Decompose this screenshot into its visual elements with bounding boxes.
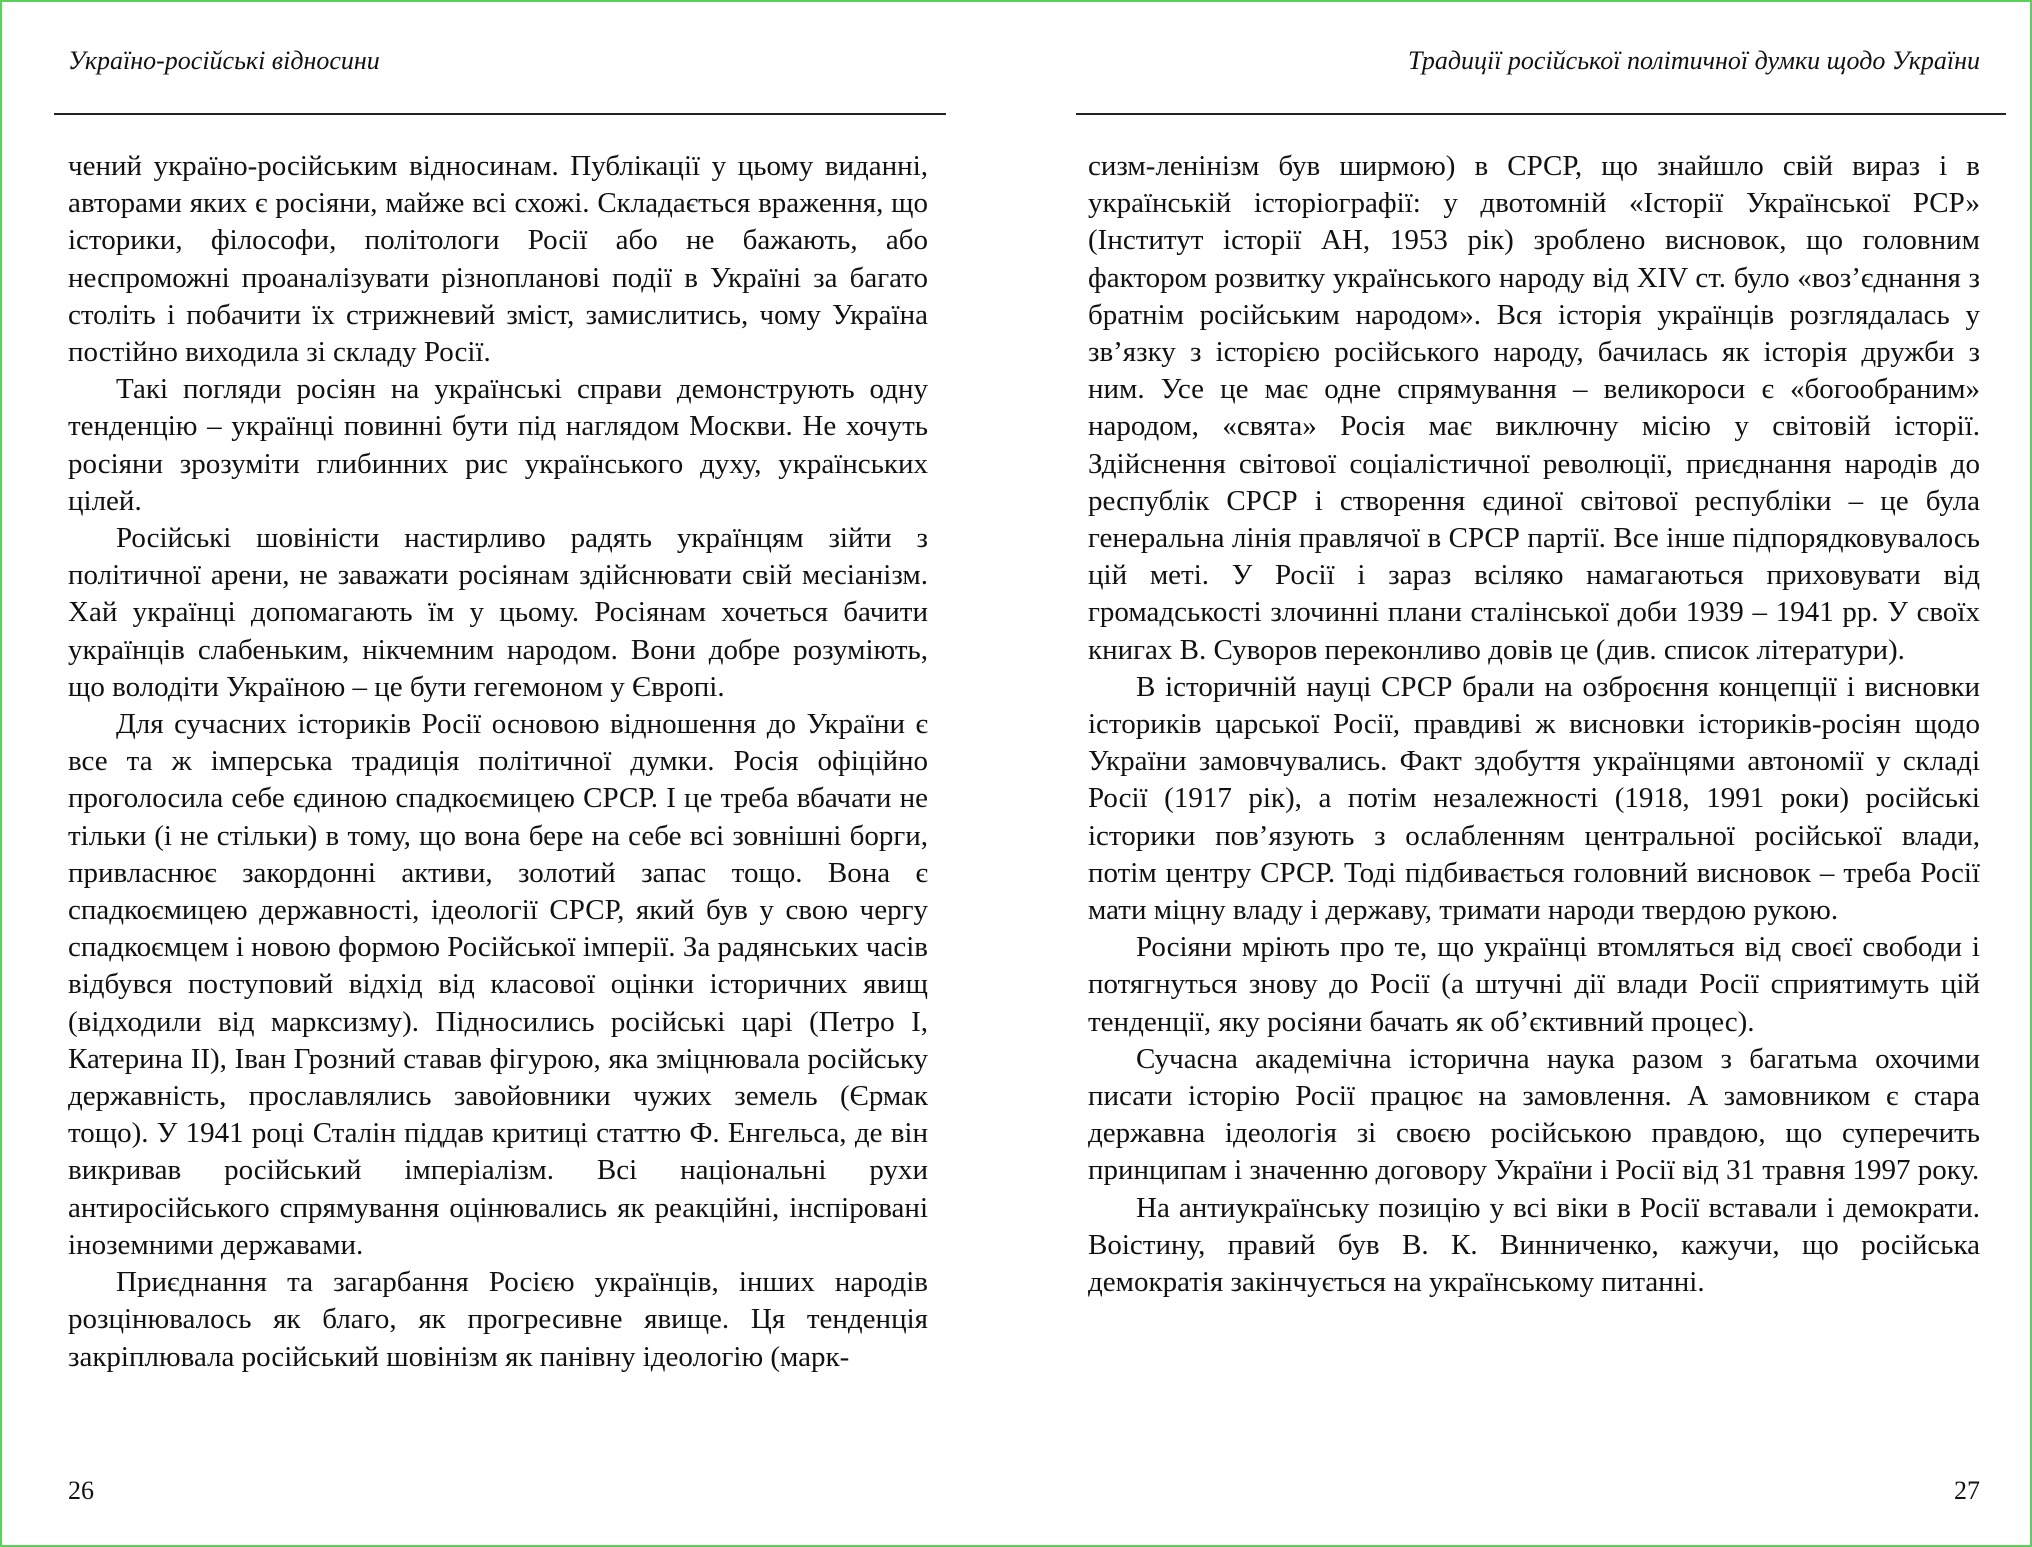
page-body — [1088, 148, 1980, 1301]
running-header: Україно-російські відносини — [68, 46, 380, 75]
left-page — [54, 2, 938, 1545]
paragraph: Росіяни мріють про те, що українці втомляться від своєї свободи і потягнуться знову до Росії (а штучні дії влади Росії сприятимуть цій тенденції, яку росіяни бачать як об’єктивний процес). — [1088, 931, 1980, 1038]
paragraph: сизм-ленінізм був ширмою) в СРСР, що знайшло свій вираз і в українській історіографії: у двотомній «Історії Української РСР» (Інститут історії АН, 1953 рік) зроблено висновок, що головним фактором розвитку українського народу від XIV ст. було «воз’єднання з братнім російським народом». Вся історія українців розглядалась у зв’язку з історією російського народу, бачилась як історія дружби з ним. Усе це має одне спрямування – великороси є «богообраним» народом, «свята» Росія має виключну місію у світовій історії. Здійснення світової соціалістичної революції, приєднання народів до республік СРСР і створення єдиної світової республіки – це була генеральна лінія правлячої в СРСР партії. Все інше підпорядковувалось цій меті. У Росії і зараз всіляко намагаються приховувати від громадськості злочинні плани сталінської доби 1939 – 1941 рр. У своїх книгах В. Суворов переконливо довів це (див. список літератури). — [1088, 150, 1980, 666]
paragraph: В історичній науці СРСР брали на озброєння концепції і висновки істориків царської Росії, правдиві ж висновки істориків-росіян щодо України замовчувались. Факт здобуття українцями автономії у складі Росії (1917 рік), а потім незалежності (1918, 1991 роки) російські історики пов’язують з ослабленням центральної російської влади, потім центру СРСР. Тоді підбивається головний висновок – треба Росії мати міцну владу і державу, тримати народи твердою рукою. — [1088, 670, 1980, 927]
paragraph: Російські шовіністи настирливо радять українцям зійти з політичної арени, не заважати росіянам здійснювати свій месіанізм. Хай українці допомагають їм у цьому. Росіянам хочеться бачити українців слабеньким, нікчемним народом. Вони добре розуміють, що володіти Україною – це бути гегемоном у Європі. — [68, 522, 928, 703]
paragraph: На антиукраїнську позицію у всі віки в Росії вставали і демократи. Воістину, правий був В. К. Винниченко, кажучи, що російська демократія закінчується на українському питанні. — [1088, 1191, 1980, 1299]
paragraph: Для сучасних істориків Росії основою відношення до України є все та ж імперська традиція політичної думки. Росія офіційно проголосила себе єдиною спадкоємицею СРСР. І це треба вбачати не тільки (і не стільки) в тому, що вона бере на себе всі зовнішні борги, привласнює закордонні активи, золотий запас тощо. Вона є спадкоємицею державності, ідеології СРСР, який був у свою чергу спадкоємцем і новою формою Російської імперії. За радянських часів відбувся поступовий відхід від класової оцінки історичних явищ (відходили від марксизму). Підносились російські царі (Петро І, Катерина ІІ), Іван Грозний ставав фігурою, яка зміцнювала російську державність, прославлялись завойовники чужих земель (Єрмак тощо). У 1941 році Сталін піддав критиці статтю Ф. Енгельса, де він викривав російський імперіалізм. Всі національні рухи антиросійського спрямування оцінювались як реакційні, інспіровані іноземними державами. — [68, 708, 928, 1261]
page-number: 27 — [1954, 1476, 1980, 1505]
header-rule — [1076, 113, 2006, 115]
running-header: Традиції російської політичної думки щодо України — [1408, 46, 1980, 75]
right-page — [1076, 2, 2006, 1545]
page-body — [68, 148, 928, 1376]
paragraph: чений україно-російським відносинам. Публікації у цьому виданні, авторами яких є росіяни, майже всі схожі. Складається враження, що історики, філософи, політологи Росії або не бажають, або неспроможні проаналізувати різнопланові події в Україні за багато століть і побачити їх стрижневий зміст, замислитись, чому Україна постійно виходила зі складу Росії. — [68, 150, 928, 369]
paragraph: Сучасна академічна історична наука разом з багатьма охочими писати історію Росії працює на замовлення. А замовником є стара державна ідеологія зі своєю російською правдою, що суперечить принципам і значенню договору України і Росії від 31 травня 1997 року. — [1088, 1042, 1980, 1187]
paragraph: Такі погляди росіян на українські справи демонструють одну тенденцію – українці повинні бути під наглядом Москви. Не хочуть росіяни зрозуміти глибинних рис українського духу, українських цілей. — [68, 373, 928, 517]
header-rule — [54, 113, 946, 115]
page-number: 26 — [68, 1476, 94, 1505]
paragraph: Приєднання та загарбання Росією українців, інших народів розцінювалось як благо, як прогресивне явище. Ця тенденція закріплювала російський шовінізм як панівну ідеологію (марк- — [68, 1266, 928, 1373]
